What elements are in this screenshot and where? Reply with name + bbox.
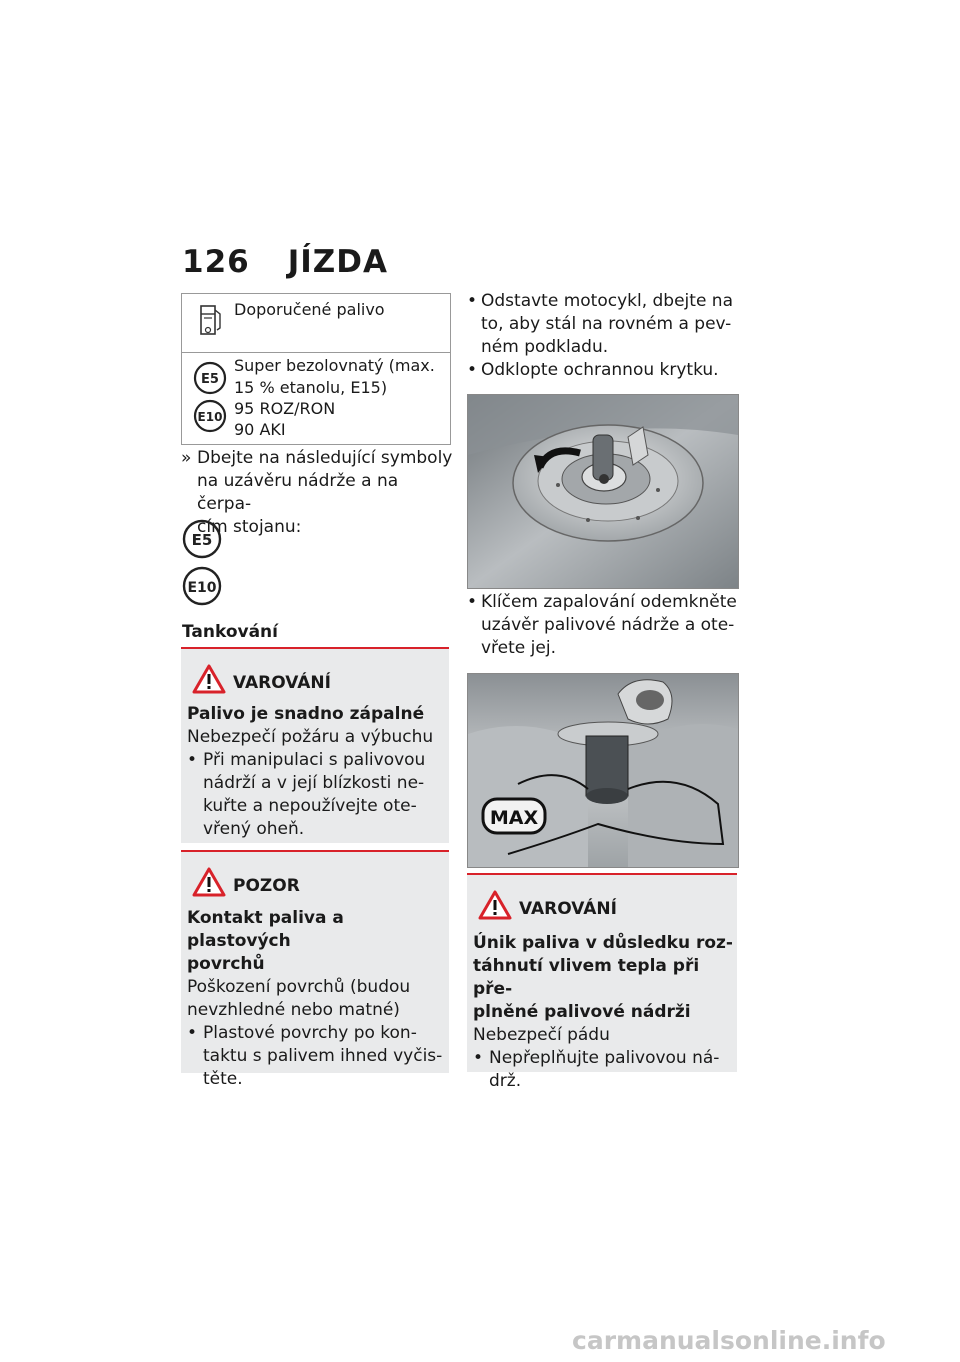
e10-symbol-icon [182,566,222,606]
warning-bullet-line: drž. [489,1071,522,1091]
max-label: MAX [489,807,539,829]
fuel-spec-line-4: 90 AKI [234,420,286,439]
svg-text:E10: E10 [187,580,217,596]
warning-triangle-icon [192,867,226,897]
warning-title-line: táhnutí vlivem tepla při pře- [473,956,700,999]
svg-text:E10: E10 [197,410,223,424]
fuel-table-row-spec [182,353,450,444]
fuel-pump-icon [198,304,224,338]
page-header [182,244,388,280]
symbols-note-line-1: Dbejte na následující symboly [197,448,453,468]
instructions-park [467,290,739,382]
list-item-line: vřete jej. [481,638,556,658]
caution-box-plastic [181,850,449,1089]
bullet-marker: • [467,360,478,380]
fuel-cap-photo [467,394,739,589]
instructions-unlock [467,591,739,660]
svg-text:E5: E5 [191,531,213,549]
caution-bullet [187,1022,445,1091]
list-item [467,290,739,359]
warning-bullet-line: vřený oheň. [203,819,305,839]
caution-subtitle-line: Poškození povrchů (budou [187,977,411,997]
list-item [467,359,739,382]
list-item-line: Odstavte motocykl, dbejte na [481,291,733,311]
warning-title-line: Únik paliva v důsledku roz- [473,933,733,953]
e5-badge-icon [193,361,227,395]
caution-bullet-line: taktu s palivem ihned vyčis- [203,1046,443,1066]
bullet-marker: • [467,291,478,311]
list-item-line: uzávěr palivové nádrže a ote- [481,615,735,635]
caution-subtitle-line: nevzhledné nebo matné) [187,1000,400,1020]
svg-text:E5: E5 [201,372,219,387]
warning-title-line: plněné palivové nádrži [473,1002,691,1022]
fuel-table [181,293,451,445]
warning-box-overfill [467,873,737,1091]
bullet-marker: • [187,750,198,770]
list-item-line: Odklopte ochrannou krytku. [481,360,719,380]
bullet-marker: • [467,592,478,612]
caution-bullet-line: Plastové povrchy po kon- [203,1023,417,1043]
bullet-marker: • [187,1023,198,1043]
list-item-line: ném podkladu. [481,337,609,357]
warning-label: VAROVÁNÍ [233,673,331,693]
section-title: Tankování [182,622,278,642]
fuel-table-recommended-label: Doporučené palivo [234,300,385,319]
page-number: 126 [182,244,250,280]
caution-title-line: Kontakt paliva a plastových [187,908,344,951]
warning-bullet-line: Při manipulaci s palivovou [203,750,426,770]
fuel-tank-max-photo [467,673,739,868]
warning-bullet-line: kuřte a nepoužívejte ote- [203,796,417,816]
warning-subtitle: Nebezpečí požáru a výbuchu [187,727,434,747]
watermark: carmanualsonline.info [572,1326,886,1355]
bullet-marker: • [473,1048,484,1068]
e5-symbol-icon [182,519,222,559]
caution-title-line: povrchů [187,954,265,974]
list-item [467,591,739,660]
warning-triangle-icon [192,664,226,694]
symbols-note-line-2: na uzávěru nádrže a na čerpa- [197,471,399,514]
caution-bullet-line: těte. [203,1069,243,1089]
fuel-spec-line-1: Super bezolovnatý (max. [234,356,435,375]
warning-bullet-line: nádrží a v její blízkosti ne- [203,773,425,793]
warning-triangle-icon [478,890,512,920]
chapter-title: JÍZDA [287,244,388,280]
warning-subtitle: Nebezpečí pádu [473,1025,610,1045]
list-item-line: Klíčem zapalování odemkněte [481,592,737,612]
note-marker: » [181,448,192,468]
fuel-tank-illustration [468,674,738,867]
fuel-spec-line-3: 95 ROZ/RON [234,399,336,418]
fuel-cap-illustration [468,395,738,588]
symbols-note-line-3: cím stojanu: [197,517,302,537]
warning-label: VAROVÁNÍ [519,899,617,919]
fuel-spec-line-2: 15 % etanolu, E15) [234,378,388,397]
warning-bullet [473,1047,735,1093]
warning-title: Palivo je snadno zápalné [187,704,425,724]
caution-label: POZOR [233,876,300,896]
list-item-line: to, aby stál na rovném a pev- [481,314,732,334]
e10-badge-icon [193,399,227,433]
warning-box-flammable [181,647,449,843]
fuel-table-row-recommended [182,294,450,353]
warning-bullet [187,749,445,841]
warning-bullet-line: Nepřeplňujte palivovou ná- [489,1048,720,1068]
